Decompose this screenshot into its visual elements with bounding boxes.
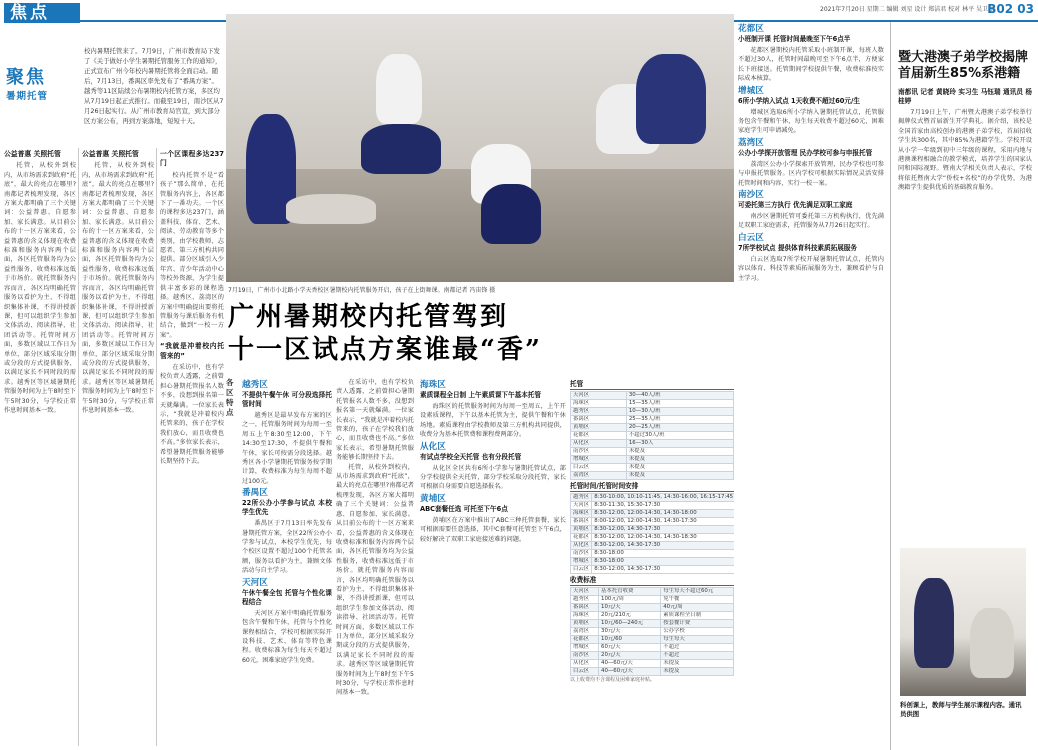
table-cell: 10元/60—240元: [599, 620, 661, 628]
yuexiu-text: 越秀区是最早发布方案的区之一，托管服务时间为每周一至周五上午8:30至12:00，下午14:30至17:30，不提供午餐和午休，家长可按需分段选择。越秀区各小学暑期托管服务按学期计算，收费标准为每生每周不超过100元。: [242, 412, 332, 485]
table-row: [571, 448, 734, 456]
table-row: [571, 502, 735, 510]
photo-caption: 7月19日，广州市小北路小学天香校区暑期校内托管服务开启，孩子在上街舞课。南都记者 冯宙锋 摄: [228, 287, 496, 294]
table-cell: 15—35人/班: [626, 400, 733, 408]
district-vertical-label: 各区特点: [226, 378, 234, 417]
table-cell: 素质课程全日制: [661, 612, 734, 620]
photo-person: [914, 578, 954, 668]
table-cell: 8:30-18:00: [592, 550, 734, 558]
table-cell: 增城区: [571, 644, 599, 652]
panyu-subtitle: 22所公办小学参与试点 本校学生优先: [242, 499, 332, 517]
table-cell: 8:30-12:00, 14:30-17:30: [592, 542, 734, 550]
photo-child: [361, 124, 441, 174]
table-note: 以上收费均不含课程及困难家庭补贴。: [570, 677, 656, 683]
main-photo: [226, 14, 734, 282]
table-title-1: 托管: [570, 380, 734, 390]
table-row: [571, 432, 734, 440]
baiyun-subtitle: 7所学校试点 提供体育科技素质拓展服务: [738, 243, 857, 252]
photo-person: [970, 608, 1014, 678]
table-cell: 10—30人/班: [626, 408, 733, 416]
table-cell: 30元/天: [599, 628, 661, 636]
table-row: [571, 660, 734, 668]
table-cell: 黄埔区: [571, 526, 592, 534]
table-row: [571, 652, 734, 660]
table-row: [571, 620, 734, 628]
column-1-continued: 托管，从校外到校内，从市场需求到政府“托底”，最大的亮点在哪里?南都记者梳理发现，各区方案大都明确了三个关键词：公益普惠、自愿参加、家长满意。从目前公布的十一区方案来看，公益普惠的含义体现在收费标准和服务内容两个层面，各区托管服务均为公益性服务，收费标准远低于市场价。就托管服务内容而言，各区均明确托管服务以看护为主，不得组织集体补课，不得讲授新课，但可以组织学生参加文体活动、阅读指导、社团活动等。托管时间方面，多数区域以工作日为单位，部分区域采取分期或分段的方式提供服务，以满足家长不同时段的需求。越秀区等区域暑期托管服务时间为上午8时至下午5时30分，与学校正常作息时间基本一致。: [336, 463, 414, 697]
table-cell: 荔湾区: [571, 628, 599, 636]
table-cell: 基本托管收费: [599, 588, 661, 596]
column-3: [160, 148, 224, 746]
side-article-byline: 南都讯 记者 黄晓玲 实习生 马钰瑞 通讯员 杨桂婷: [898, 88, 1032, 105]
table-schedule: [570, 493, 734, 574]
table-row: [571, 472, 734, 480]
table-row: [571, 612, 734, 620]
table-cell: 30—40人/班: [626, 392, 733, 400]
zengcheng-subtitle: 6所小学纳入试点 1天收费不超过60元/生: [738, 96, 860, 105]
table-cell: 南沙区: [571, 550, 592, 558]
table-cell: 天河区: [571, 588, 599, 596]
table-cell: 海珠区: [571, 510, 592, 518]
dateline: 2021年7月20日 星期二 编辑 刘星 设计 郑洁君 校对 林平 吴卫东: [820, 6, 994, 13]
table-cell: 25—35人/班: [626, 416, 733, 424]
huadu-subtitle: 小班制开课 托管时间最晚至下午6点半: [738, 35, 851, 43]
table-row: [571, 636, 734, 644]
table-row: [571, 566, 735, 574]
table-cell: 番禺区: [571, 416, 627, 424]
table-cell: 每生每天不超过60元: [661, 588, 734, 596]
table-cell: 花都区: [571, 534, 592, 542]
table-cell: 白云区: [571, 464, 627, 472]
table-cell: 8:30-12:00, 14:30-17:30: [592, 526, 734, 534]
table-cell: 不超过30人/班: [626, 432, 733, 440]
table-cell: 天河区: [571, 392, 627, 400]
huadu-title: 花都区: [738, 24, 764, 34]
table-cell: 荔湾区: [571, 472, 627, 480]
headline: [228, 301, 568, 367]
column-3-text: 校内托管不是“看孩子”那么简单，在托管服务内容上，各区都下了一番功夫。一个区的课程多达237门，涵盖科技、体育、艺术、阅读、劳动教育等多个类别，由学校教师、志愿者、第三方机构共同提供。部分区域引入少年宫、青少年活动中心等校外资源，为学生提供丰富多彩的课程选择。越秀区、荔湾区的方案中明确提出要将托管服务与课后服务有机结合，做到“一校一方案”。: [160, 171, 224, 339]
table-cell: 20元/210元: [599, 612, 661, 620]
side-article-title: 暨大港澳子弟学校揭牌 首届新生85%系港籍: [898, 50, 1029, 81]
topic-label: [6, 68, 82, 102]
nansha-text: 南沙区暑期托管可委托第三方机构执行，优先满足双职工家庭需求，托管服务从7月26日起实行。: [738, 213, 884, 230]
column-2-continued: 在采访中，也有学校负责人透露，之前曾担心暑期托管报名人数不多，没想到报名第一天就爆满。一位家长表示，“我就是冲着校内托管来的，孩子在学校我们放心，而且收费也不高。”多位家长表示，希望暑期托管服务能够长期坚持下去。: [336, 379, 414, 462]
column-3-title: 一个区课程多达237门: [160, 150, 224, 168]
table-cell: 40元/周: [661, 604, 734, 612]
table-cell: 按套餐计费: [661, 620, 734, 628]
haizhu-title: 海珠区: [420, 380, 446, 390]
table-cell: 8:30-12:00, 14:30-17:30: [592, 566, 734, 574]
photo-child: [286, 194, 376, 224]
column-divider: [78, 148, 79, 746]
table-cell: 从化区: [571, 660, 599, 668]
photo-child: [636, 54, 706, 144]
table-cell: 白云区: [571, 668, 599, 676]
table-cell: 免午餐: [661, 596, 734, 604]
table-row: [571, 588, 734, 596]
side-article-caption: 科创课上，教师与学生展示课程内容。通讯员供图: [900, 701, 1022, 718]
yuexiu-subtitle: 不提供午餐午休 可分段选择托管时间: [242, 391, 332, 408]
table-cell: 从化区: [571, 440, 627, 448]
table-cell: 8:30-12:00, 12:00-14:30, 14:30-18:30: [592, 534, 734, 542]
side-article-body: [898, 88, 1032, 544]
tianhe-text: 天河区方案中明确托管服务包含午餐和午休，托管与个性化课程相结合，学校可根据实际开设科技、艺术、体育等特色课程。收费标准为每生每天不超过60元，困难家庭学生免费。: [242, 609, 332, 664]
table-row: [571, 392, 734, 400]
table-cell: 不超过: [661, 644, 734, 652]
panyu-title: 番禺区: [242, 488, 268, 499]
table-row: [571, 526, 735, 534]
table-fees: [570, 587, 734, 676]
table-cell: 不超过: [661, 652, 734, 660]
table-cell: 10元/天: [599, 604, 661, 612]
conghua-title: 从化区: [420, 441, 446, 452]
table-row: [571, 644, 734, 652]
table-cell: 南沙区: [571, 448, 627, 456]
column-3-title-2: “我就是冲着校内托管来的”: [160, 342, 224, 360]
zengcheng-text: 增城区选取6所小学纳入暑期托管试点，托管服务包含午餐和午休，每生每天收费不超过60元，困难家庭学生可申请减免。: [738, 108, 884, 135]
table-cell: 白云区: [571, 566, 592, 574]
yuexiu-title: 越秀区: [242, 380, 268, 390]
column-1-title: 公益普惠 关照托管: [4, 150, 61, 158]
table-cell: 16—30人: [626, 440, 733, 448]
table-cell: 越秀区: [571, 596, 599, 604]
table-row: [571, 400, 734, 408]
table-row: [571, 456, 734, 464]
haizhu-subtitle: 素质课程全日制 上午素质课下午基本托管: [420, 391, 541, 399]
photo-child: [481, 184, 541, 244]
table-cell: 番禺区: [571, 518, 592, 526]
nansha-subtitle: 可委托第三方执行 优先满足双职工家庭: [738, 201, 853, 210]
table-cell: 8:00-12:00, 12:00-14:30, 14:30-17:30: [592, 518, 734, 526]
table-row: [571, 550, 735, 558]
headline-line-1: 广州暑期校内托管驾到: [228, 302, 509, 332]
liwan-subtitle: 公办小学探开放管理 民办学校可参与申报托管: [738, 148, 873, 157]
baiyun-title: 白云区: [738, 232, 764, 243]
table-cell: 越秀区: [571, 494, 592, 502]
comparison-table: [570, 378, 734, 744]
column-2: [82, 148, 154, 746]
district-column-c: [420, 378, 566, 746]
table-cell: 增城区: [571, 456, 627, 464]
district-column-a: [242, 378, 332, 746]
table-cell: 8:30-12:00, 12:00-14:30, 14:30-18:00: [592, 510, 734, 518]
conghua-subtitle: 有试点学校全天托管 也有分段托管: [420, 452, 522, 461]
table-row: [571, 596, 734, 604]
column-1-text: 托管，从校外到校内，从市场需求到政府“托底”，最大的亮点在哪里?南都记者梳理发现，各区方案大都明确了三个关键词：公益普惠、自愿参加、家长满意。从目前公布的十一区方案来看，公益普惠的含义体现在收费标准和服务内容两个层面，各区托管服务均为公益性服务，收费标准远低于市场价。就托管服务内容而言，各区均明确托管服务以看护为主，不得组织集体补课，不得讲授新课，但可以组织学生参加文体活动、阅读指导、社团活动等。托管时间方面，多数区域以工作日为单位，部分区域采取分期或分段的方式提供服务，以满足家长不同时段的需求。越秀区等区域暑期托管服务时间为上午8时至下午5时30分，与学校正常作息时间基本一致。: [4, 162, 76, 414]
table-cell: 海珠区: [571, 400, 627, 408]
headline-line-2: 十一区试点方案谁最“香”: [228, 335, 542, 365]
table-cell: 未提及: [626, 448, 733, 456]
table-cell: 20—25人/班: [626, 424, 733, 432]
side-article-photo: [900, 548, 1026, 696]
column-1: [4, 148, 76, 746]
panyu-text: 番禺区于7月13日率先发布暑期托管方案，全区22所公办小学参与试点，本校学生优先，每个校区设置不超过100个托管名额，服务以看护为主，兼顾文体活动与自主学习。: [242, 520, 332, 575]
table-title-3: 收费标准: [570, 576, 734, 586]
table-row: [571, 604, 734, 612]
table-row: [571, 416, 734, 424]
table-cell: 60元/天: [599, 644, 661, 652]
table-cell: 8:30-18:00: [592, 558, 734, 566]
side-article-text: 7月19日上午，广州暨大港澳子弟学校举行揭牌仪式暨首届新生开学典礼。据介绍，该校是全国首家由高校创办的港澳子弟学校，首届招收学生共300名，其中85%为港籍学生。学校开设从小学一年级到初中三年级的课程，采用内地与港澳课程相融合的教学模式，培养学生的国家认同和国际视野。暨南大学相关负责人表示，学校将依托暨南大学“侨校+名校”的办学优势，为港澳籍学生提供优质的基础教育服务。: [898, 109, 1032, 192]
huangpu-text: 黄埔区在方案中推出了ABC三种托管套餐，家长可根据需要任意选择，其中C套餐可托管至下午6点，较好解决了双职工家庭接送难的问题。: [420, 516, 566, 543]
table-cell: 黄埔区: [571, 424, 627, 432]
table-cell: 8:30-10:00, 10:10-11:45, 14:30-16:00, 16:15-17:45: [592, 494, 734, 502]
table-cell: 南沙区: [571, 652, 599, 660]
table-cell: 海珠区: [571, 612, 599, 620]
table-row: [571, 494, 735, 502]
table-cell: 20元/天: [599, 652, 661, 660]
column-divider: [156, 148, 157, 746]
section-logo: 焦点: [4, 3, 80, 23]
nansha-title: 南沙区: [738, 190, 764, 201]
table-class-size: [570, 391, 734, 480]
table-cell: 花都区: [571, 636, 599, 644]
table-row: [571, 510, 735, 518]
table-row: [571, 518, 735, 526]
district-column-d: [738, 22, 884, 746]
table-row: [571, 628, 734, 636]
table-cell: 未提及: [626, 456, 733, 464]
huadu-text: 花都区暑期校内托管采取小班制开课，每班人数不超过30人，托管时间最晚可至下午6点半，方便家长下班接送。托管期间学校提供午餐，收费标准按实际成本核算。: [738, 47, 884, 83]
tianhe-title: 天河区: [242, 577, 268, 588]
table-cell: 增城区: [571, 558, 592, 566]
table-cell: 每生每天: [661, 636, 734, 644]
table-cell: 黄埔区: [571, 620, 599, 628]
table-cell: 40—60元/天: [599, 660, 661, 668]
page-number: B02 03: [987, 2, 1034, 16]
liwan-title: 荔湾区: [738, 137, 764, 148]
table-row: [571, 464, 734, 472]
table-cell: 越秀区: [571, 408, 627, 416]
zengcheng-title: 增城区: [738, 85, 764, 96]
table-cell: 8:30-11:30, 15:30-17:30: [592, 502, 734, 510]
baiyun-text: 白云区选取7所学校开展暑期托管试点，托管内容以体育、科技等素质拓展服务为主，兼顾看护与自主学习。: [738, 255, 884, 282]
haizhu-text: 海珠区的托管服务时间为每周一至周五，上午开设素质课程，下午以基本托管为主，提供午餐和午休场地。素质课程由学校教师及第三方机构共同提供，收费分为基本托管费和课程费两部分。: [420, 403, 566, 439]
table-cell: 10元/60: [599, 636, 661, 644]
table-row: [571, 534, 735, 542]
table-cell: 花都区: [571, 432, 627, 440]
table-row: [571, 542, 735, 550]
photo-child: [376, 54, 422, 124]
table-cell: 番禺区: [571, 604, 599, 612]
table-cell: 未提及: [661, 668, 734, 676]
column-2-text: 托管，从校外到校内，从市场需求到政府“托底”，最大的亮点在哪里?南都记者梳理发现，各区方案大都明确了三个关键词：公益普惠、自愿参加、家长满意。从目前公布的十一区方案来看，公益普惠的含义体现在收费标准和服务内容两个层面，各区托管服务均为公益性服务，收费标准远低于市场价。就托管服务内容而言，各区均明确托管服务以看护为主，不得组织集体补课，不得讲授新课，但可以组织学生参加文体活动、阅读指导、社团活动等。托管时间方面，多数区域以工作日为单位，部分区域采取分期或分段的方式提供服务，以满足家长不同时段的需求。越秀区等区域暑期托管服务时间为上午8时至下午5时30分，与学校正常作息时间基本一致。: [82, 162, 154, 414]
table-row: [571, 558, 735, 566]
table-cell: 未提及: [626, 472, 733, 480]
table-row: [571, 440, 734, 448]
tianhe-subtitle: 午休午餐全包 托管与个性化课程结合: [242, 588, 332, 606]
topic-label-small: 暑期托管: [6, 91, 49, 102]
table-row: [571, 408, 734, 416]
table-cell: 100元/周: [599, 596, 661, 604]
table-cell: 未提及: [661, 660, 734, 668]
liwan-text: 荔湾区公办小学探索开放管理，民办学校也可参与申报托管服务。区内学校可根据实际情况灵活安排托管时间和内容，实行一校一案。: [738, 160, 884, 187]
intro-paragraph: 校内暑期托管来了。7月9日，广州市教育局下发了《关于做好小学生暑期托管服务工作的通知》，正式宣布广州今年校内暑期托管将全面启动。随后，7月13日，番禺区率先发布了“番禺方案”。越秀等11区陆续公布暑期校内托管方案，多区均从7月19日起正式推行。而截至19日，南沙区从7月26日起实行。从广州市教育局官宣，到大部分区方案公布，再到方案落地，短短十天。: [84, 47, 224, 125]
table-row: [571, 668, 734, 676]
conghua-text: 从化区全区共有6所小学参与暑期托管试点，部分学校提供全天托管，部分学校采取分段托管，家长可根据自身需要自愿选择报名。: [420, 464, 566, 491]
huangpu-subtitle: ABC套餐任选 可托至下午6点: [420, 504, 508, 513]
huangpu-title: 黄埔区: [420, 493, 446, 504]
table-title-2: 托管时间/托管时间安排: [570, 482, 734, 492]
table-cell: 40—60元/天: [599, 668, 661, 676]
topic-label-big: 聚焦: [6, 67, 46, 88]
table-cell: 从化区: [571, 542, 592, 550]
table-row: [571, 424, 734, 432]
table-cell: 未提及: [626, 464, 733, 472]
column-2-title: 公益普惠 关照托管: [82, 150, 139, 158]
table-cell: 天河区: [571, 502, 592, 510]
column-3-text-2: 在采访中，也有学校负责人透露，之前曾担心暑期托管报名人数不多，没想到报名第一天就爆满。一位家长表示，“我就是冲着校内托管来的，孩子在学校我们放心，而且收费也不高。”多位家长表示，希望暑期托管服务能够长期坚持下去。: [160, 363, 224, 465]
table-cell: 公办学校: [661, 628, 734, 636]
district-column-b: [336, 378, 414, 746]
